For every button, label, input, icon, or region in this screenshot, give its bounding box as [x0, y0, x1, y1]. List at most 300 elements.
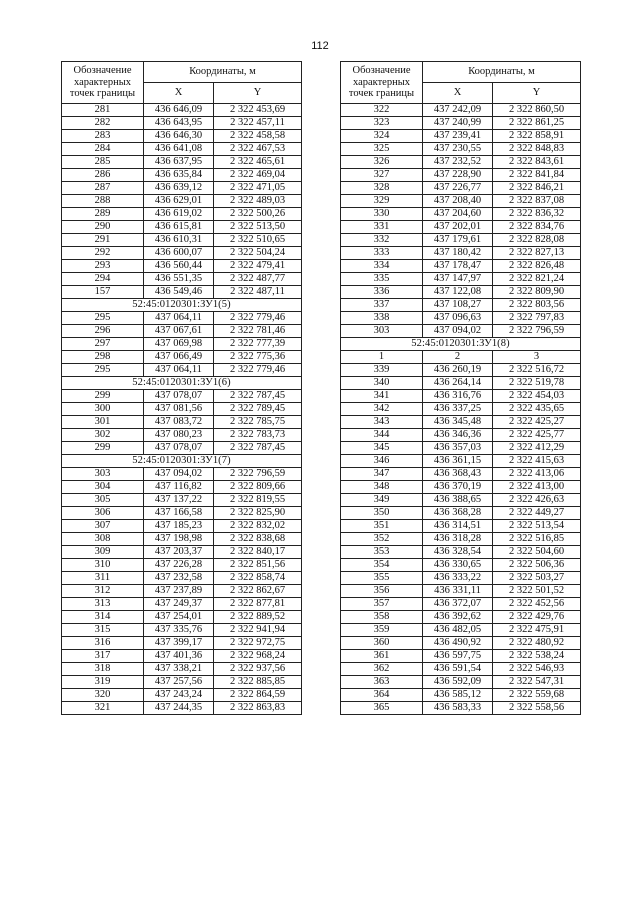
table-row [62, 650, 302, 663]
y-coordinate-cell: 2 322 864,59 [214, 689, 302, 702]
x-coordinate-cell: 436 490,92 [423, 637, 493, 650]
point-number-cell: 342 [341, 403, 423, 416]
point-number-cell: 336 [341, 286, 423, 299]
y-coordinate-cell: 2 322 519,78 [493, 377, 581, 390]
x-coordinate-cell: 436 331,11 [423, 585, 493, 598]
y-coordinate-cell: 2 322 861,25 [493, 117, 581, 130]
table-row [341, 182, 581, 195]
table-row [62, 273, 302, 286]
y-coordinate-cell: 2 322 825,90 [214, 507, 302, 520]
y-coordinate-cell: 2 322 504,24 [214, 247, 302, 260]
point-number-cell: 281 [62, 104, 144, 117]
point-number-cell: 341 [341, 390, 423, 403]
section-cadastral-number: 52:45:0120301:ЗУ1(7) [62, 455, 302, 468]
table-row [341, 429, 581, 442]
y-coordinate-cell: 2 322 779,46 [214, 312, 302, 325]
section-cadastral-number: 52:45:0120301:ЗУ1(8) [341, 338, 581, 351]
y-coordinate-cell: 2 322 457,11 [214, 117, 302, 130]
point-number-cell: 295 [62, 312, 144, 325]
y-coordinate-cell: 2 322 458,58 [214, 130, 302, 143]
point-number-cell: 361 [341, 650, 423, 663]
x-coordinate-cell: 437 108,27 [423, 299, 493, 312]
y-coordinate-cell: 2 322 821,24 [493, 273, 581, 286]
point-number-cell: 324 [341, 130, 423, 143]
table-row [62, 637, 302, 650]
section-row [62, 299, 302, 312]
y-coordinate-cell: 2 322 775,36 [214, 351, 302, 364]
y-coordinate-cell: 2 322 796,59 [214, 468, 302, 481]
x-coordinate-cell: 437 147,97 [423, 273, 493, 286]
point-number-cell: 296 [62, 325, 144, 338]
table-row [62, 533, 302, 546]
table-row [341, 507, 581, 520]
x-coordinate-cell: 437 094,02 [144, 468, 214, 481]
x-coordinate-cell: 437 096,63 [423, 312, 493, 325]
x-coordinate-cell: 437 338,21 [144, 663, 214, 676]
point-number-cell: 320 [62, 689, 144, 702]
y-coordinate-cell: 2 322 972,75 [214, 637, 302, 650]
table-row [341, 650, 581, 663]
y-coordinate-cell: 2 322 941,94 [214, 624, 302, 637]
y-column-header: Y [493, 83, 581, 104]
point-number-cell: 340 [341, 377, 423, 390]
point-number-cell: 357 [341, 598, 423, 611]
point-number-cell: 346 [341, 455, 423, 468]
table-row [341, 169, 581, 182]
x-coordinate-cell: 437 242,09 [423, 104, 493, 117]
y-coordinate-cell: 2 322 487,77 [214, 273, 302, 286]
y-coordinate-cell: 2 322 787,45 [214, 442, 302, 455]
y-coordinate-cell: 2 322 538,24 [493, 650, 581, 663]
x-coordinate-cell: 437 078,07 [144, 390, 214, 403]
point-number-cell: 306 [62, 507, 144, 520]
table-row [341, 676, 581, 689]
y-coordinate-cell: 2 322 826,48 [493, 260, 581, 273]
table-row [62, 481, 302, 494]
table-row [341, 195, 581, 208]
table-row [341, 325, 581, 338]
point-number-cell: 300 [62, 403, 144, 416]
x-coordinate-cell: 436 361,15 [423, 455, 493, 468]
table-row [341, 702, 581, 715]
table-row [341, 260, 581, 273]
table-row [341, 442, 581, 455]
table-row [341, 221, 581, 234]
x-coordinate-cell: 436 318,28 [423, 533, 493, 546]
table-row [341, 104, 581, 117]
table-row [62, 520, 302, 533]
table-row [62, 117, 302, 130]
table-row [341, 351, 581, 364]
x-coordinate-cell: 437 137,22 [144, 494, 214, 507]
table-row [341, 208, 581, 221]
x-coordinate-cell: 436 643,95 [144, 117, 214, 130]
point-number-cell: 349 [341, 494, 423, 507]
table-row [62, 403, 302, 416]
y-coordinate-cell: 2 322 837,08 [493, 195, 581, 208]
point-number-cell: 284 [62, 143, 144, 156]
point-number-cell: 289 [62, 208, 144, 221]
y-coordinate-cell: 3 [493, 351, 581, 364]
y-coordinate-cell: 2 322 454,03 [493, 390, 581, 403]
point-number-cell: 335 [341, 273, 423, 286]
y-coordinate-cell: 2 322 789,45 [214, 403, 302, 416]
table-row [341, 637, 581, 650]
point-number-cell: 308 [62, 533, 144, 546]
point-number-cell: 299 [62, 442, 144, 455]
table-row [341, 663, 581, 676]
table-row [62, 208, 302, 221]
point-number-cell: 312 [62, 585, 144, 598]
table-row [341, 117, 581, 130]
y-coordinate-cell: 2 322 500,26 [214, 208, 302, 221]
table-row [62, 169, 302, 182]
coordinates-header: Координаты, м [144, 62, 302, 83]
x-coordinate-cell: 436 615,81 [144, 221, 214, 234]
point-number-cell: 282 [62, 117, 144, 130]
y-coordinate-cell: 2 322 487,11 [214, 286, 302, 299]
table-row [62, 507, 302, 520]
y-coordinate-cell: 2 322 471,05 [214, 182, 302, 195]
x-coordinate-cell: 437 116,82 [144, 481, 214, 494]
x-coordinate-cell: 437 179,61 [423, 234, 493, 247]
y-coordinate-cell: 2 322 848,83 [493, 143, 581, 156]
table-row [341, 286, 581, 299]
x-coordinate-cell: 437 239,41 [423, 130, 493, 143]
y-coordinate-cell: 2 322 435,65 [493, 403, 581, 416]
coordinates-table-right [340, 61, 581, 715]
point-number-cell: 322 [341, 104, 423, 117]
y-coordinate-cell: 2 322 834,76 [493, 221, 581, 234]
point-number-cell: 303 [62, 468, 144, 481]
table-row [341, 377, 581, 390]
y-coordinate-cell: 2 322 465,61 [214, 156, 302, 169]
table-row [62, 104, 302, 117]
table-row [62, 429, 302, 442]
x-coordinate-cell: 436 368,28 [423, 507, 493, 520]
point-number-cell: 287 [62, 182, 144, 195]
x-coordinate-cell: 436 372,07 [423, 598, 493, 611]
x-coordinate-cell: 436 260,19 [423, 364, 493, 377]
table-row [341, 624, 581, 637]
x-coordinate-cell: 436 333,22 [423, 572, 493, 585]
point-number-cell: 291 [62, 234, 144, 247]
point-number-cell: 285 [62, 156, 144, 169]
x-coordinate-cell: 436 560,44 [144, 260, 214, 273]
point-number-cell: 364 [341, 689, 423, 702]
table-row [341, 520, 581, 533]
table-row [62, 689, 302, 702]
point-number-cell: 311 [62, 572, 144, 585]
y-coordinate-cell: 2 322 785,75 [214, 416, 302, 429]
x-coordinate-cell: 437 180,42 [423, 247, 493, 260]
x-coordinate-cell: 437 335,76 [144, 624, 214, 637]
point-number-cell: 315 [62, 624, 144, 637]
table-row [341, 299, 581, 312]
point-number-cell: 327 [341, 169, 423, 182]
y-coordinate-cell: 2 322 838,68 [214, 533, 302, 546]
table-row [341, 494, 581, 507]
y-coordinate-cell: 2 322 469,04 [214, 169, 302, 182]
point-number-cell: 314 [62, 611, 144, 624]
point-number-cell: 363 [341, 676, 423, 689]
y-coordinate-cell: 2 322 832,02 [214, 520, 302, 533]
y-coordinate-cell: 2 322 479,41 [214, 260, 302, 273]
point-number-cell: 304 [62, 481, 144, 494]
y-coordinate-cell: 2 322 415,63 [493, 455, 581, 468]
x-coordinate-cell: 437 078,07 [144, 442, 214, 455]
point-number-cell: 334 [341, 260, 423, 273]
point-number-cell: 347 [341, 468, 423, 481]
x-coordinate-cell: 437 244,35 [144, 702, 214, 715]
x-coordinate-cell: 437 401,36 [144, 650, 214, 663]
y-coordinate-cell: 2 322 412,29 [493, 442, 581, 455]
table-row [62, 416, 302, 429]
table-row [62, 143, 302, 156]
y-coordinate-cell: 2 322 506,36 [493, 559, 581, 572]
x-coordinate-cell: 436 549,46 [144, 286, 214, 299]
y-coordinate-cell: 2 322 513,54 [493, 520, 581, 533]
x-coordinate-cell: 437 202,01 [423, 221, 493, 234]
x-coordinate-cell: 437 399,17 [144, 637, 214, 650]
point-number-cell: 355 [341, 572, 423, 585]
y-coordinate-cell: 2 322 413,06 [493, 468, 581, 481]
x-coordinate-cell: 437 066,49 [144, 351, 214, 364]
point-number-cell: 293 [62, 260, 144, 273]
x-coordinate-cell: 436 328,54 [423, 546, 493, 559]
y-coordinate-cell: 2 322 797,83 [493, 312, 581, 325]
table-row [62, 234, 302, 247]
x-coordinate-cell: 436 641,08 [144, 143, 214, 156]
x-column-header: X [423, 83, 493, 104]
point-number-cell: 362 [341, 663, 423, 676]
table-row [341, 689, 581, 702]
y-coordinate-cell: 2 322 781,46 [214, 325, 302, 338]
point-number-cell: 358 [341, 611, 423, 624]
point-number-cell: 338 [341, 312, 423, 325]
table-row [62, 195, 302, 208]
table-row [62, 260, 302, 273]
point-number-cell: 299 [62, 390, 144, 403]
y-coordinate-cell: 2 322 777,39 [214, 338, 302, 351]
point-number-cell: 344 [341, 429, 423, 442]
point-number-cell: 330 [341, 208, 423, 221]
x-coordinate-cell: 436 357,03 [423, 442, 493, 455]
y-coordinate-cell: 2 322 968,24 [214, 650, 302, 663]
point-number-cell: 295 [62, 364, 144, 377]
x-coordinate-cell: 436 482,05 [423, 624, 493, 637]
point-number-cell: 288 [62, 195, 144, 208]
table-row [62, 130, 302, 143]
y-coordinate-cell: 2 322 851,56 [214, 559, 302, 572]
section-row [62, 455, 302, 468]
point-number-cell: 333 [341, 247, 423, 260]
point-number-cell: 290 [62, 221, 144, 234]
y-coordinate-cell: 2 322 841,84 [493, 169, 581, 182]
point-number-cell: 360 [341, 637, 423, 650]
x-coordinate-cell: 436 639,12 [144, 182, 214, 195]
y-column-header: Y [214, 83, 302, 104]
point-number-cell: 317 [62, 650, 144, 663]
y-coordinate-cell: 2 322 546,93 [493, 663, 581, 676]
table-row [62, 286, 302, 299]
y-coordinate-cell: 2 322 862,67 [214, 585, 302, 598]
x-coordinate-cell: 437 237,89 [144, 585, 214, 598]
table-row [62, 364, 302, 377]
x-coordinate-cell: 437 185,23 [144, 520, 214, 533]
x-coordinate-cell: 436 551,35 [144, 273, 214, 286]
x-coordinate-cell: 437 064,11 [144, 312, 214, 325]
table-row [62, 221, 302, 234]
coordinates-table-left [61, 61, 302, 715]
y-coordinate-cell: 2 322 516,85 [493, 533, 581, 546]
table-row [62, 702, 302, 715]
x-coordinate-cell: 437 083,72 [144, 416, 214, 429]
point-designation-header: Обозначение характерных точек границы [62, 62, 144, 104]
point-number-cell: 305 [62, 494, 144, 507]
table-row [341, 455, 581, 468]
table-row [62, 624, 302, 637]
y-coordinate-cell: 2 322 836,32 [493, 208, 581, 221]
section-row [341, 338, 581, 351]
x-coordinate-cell: 436 646,30 [144, 130, 214, 143]
table-row [62, 156, 302, 169]
y-coordinate-cell: 2 322 819,55 [214, 494, 302, 507]
x-coordinate-cell: 437 204,60 [423, 208, 493, 221]
x-coordinate-cell: 437 257,56 [144, 676, 214, 689]
table-row [341, 559, 581, 572]
point-number-cell: 354 [341, 559, 423, 572]
y-coordinate-cell: 2 322 503,27 [493, 572, 581, 585]
point-number-cell: 350 [341, 507, 423, 520]
table-header [341, 62, 581, 104]
x-coordinate-cell: 436 635,84 [144, 169, 214, 182]
x-coordinate-cell: 437 067,61 [144, 325, 214, 338]
x-coordinate-cell: 437 081,56 [144, 403, 214, 416]
x-coordinate-cell: 436 345,48 [423, 416, 493, 429]
table-row [62, 338, 302, 351]
x-coordinate-cell: 437 249,37 [144, 598, 214, 611]
section-row [62, 377, 302, 390]
x-coordinate-cell: 437 203,37 [144, 546, 214, 559]
x-coordinate-cell: 436 629,01 [144, 195, 214, 208]
y-coordinate-cell: 2 322 449,27 [493, 507, 581, 520]
point-number-cell: 356 [341, 585, 423, 598]
table-row [341, 364, 581, 377]
y-coordinate-cell: 2 322 803,56 [493, 299, 581, 312]
y-coordinate-cell: 2 322 858,91 [493, 130, 581, 143]
x-coordinate-cell: 436 646,09 [144, 104, 214, 117]
table-header [62, 62, 302, 104]
point-number-cell: 294 [62, 273, 144, 286]
table-row [62, 559, 302, 572]
table-row [62, 598, 302, 611]
coordinates-header: Координаты, м [423, 62, 581, 83]
y-coordinate-cell: 2 322 475,91 [493, 624, 581, 637]
x-column-header: X [144, 83, 214, 104]
table-row [341, 156, 581, 169]
x-coordinate-cell: 436 314,51 [423, 520, 493, 533]
table-row [341, 481, 581, 494]
point-number-cell: 319 [62, 676, 144, 689]
y-coordinate-cell: 2 322 413,00 [493, 481, 581, 494]
y-coordinate-cell: 2 322 846,21 [493, 182, 581, 195]
y-coordinate-cell: 2 322 889,52 [214, 611, 302, 624]
x-coordinate-cell: 437 166,58 [144, 507, 214, 520]
table-body [341, 104, 581, 715]
table-row [62, 663, 302, 676]
point-number-cell: 157 [62, 286, 144, 299]
table-row [62, 325, 302, 338]
y-coordinate-cell: 2 322 860,50 [493, 104, 581, 117]
y-coordinate-cell: 2 322 425,27 [493, 416, 581, 429]
table-row [341, 468, 581, 481]
y-coordinate-cell: 2 322 452,56 [493, 598, 581, 611]
x-coordinate-cell: 436 591,54 [423, 663, 493, 676]
point-number-cell: 352 [341, 533, 423, 546]
point-number-cell: 302 [62, 429, 144, 442]
point-number-cell: 325 [341, 143, 423, 156]
x-coordinate-cell: 436 583,33 [423, 702, 493, 715]
page-number: 112 [311, 40, 329, 52]
point-number-cell: 359 [341, 624, 423, 637]
x-coordinate-cell: 437 226,28 [144, 559, 214, 572]
x-coordinate-cell: 436 592,09 [423, 676, 493, 689]
y-coordinate-cell: 2 322 467,53 [214, 143, 302, 156]
point-number-cell: 298 [62, 351, 144, 364]
x-coordinate-cell: 436 392,62 [423, 611, 493, 624]
y-coordinate-cell: 2 322 858,74 [214, 572, 302, 585]
section-cadastral-number: 52:45:0120301:ЗУ1(5) [62, 299, 302, 312]
point-number-cell: 297 [62, 338, 144, 351]
point-number-cell: 318 [62, 663, 144, 676]
y-coordinate-cell: 2 322 779,46 [214, 364, 302, 377]
point-number-cell: 343 [341, 416, 423, 429]
point-number-cell: 351 [341, 520, 423, 533]
table-row [341, 598, 581, 611]
x-coordinate-cell: 436 585,12 [423, 689, 493, 702]
x-coordinate-cell: 436 316,76 [423, 390, 493, 403]
point-number-cell: 328 [341, 182, 423, 195]
point-number-cell: 303 [341, 325, 423, 338]
table-row [62, 351, 302, 364]
y-coordinate-cell: 2 322 787,45 [214, 390, 302, 403]
x-coordinate-cell: 437 069,98 [144, 338, 214, 351]
y-coordinate-cell: 2 322 843,61 [493, 156, 581, 169]
point-number-cell: 292 [62, 247, 144, 260]
table-row [62, 182, 302, 195]
point-number-cell: 353 [341, 546, 423, 559]
x-coordinate-cell: 436 637,95 [144, 156, 214, 169]
table-row [62, 546, 302, 559]
x-coordinate-cell: 437 226,77 [423, 182, 493, 195]
table-row [341, 234, 581, 247]
point-number-cell: 331 [341, 221, 423, 234]
point-designation-header: Обозначение характерных точек границы [341, 62, 423, 104]
point-number-cell: 329 [341, 195, 423, 208]
y-coordinate-cell: 2 322 840,17 [214, 546, 302, 559]
table-row [341, 533, 581, 546]
x-coordinate-cell: 436 597,75 [423, 650, 493, 663]
y-coordinate-cell: 2 322 453,69 [214, 104, 302, 117]
y-coordinate-cell: 2 322 516,72 [493, 364, 581, 377]
y-coordinate-cell: 2 322 885,85 [214, 676, 302, 689]
table-row [341, 546, 581, 559]
table-row [341, 273, 581, 286]
point-number-cell: 326 [341, 156, 423, 169]
x-coordinate-cell: 437 228,90 [423, 169, 493, 182]
x-coordinate-cell: 436 610,31 [144, 234, 214, 247]
